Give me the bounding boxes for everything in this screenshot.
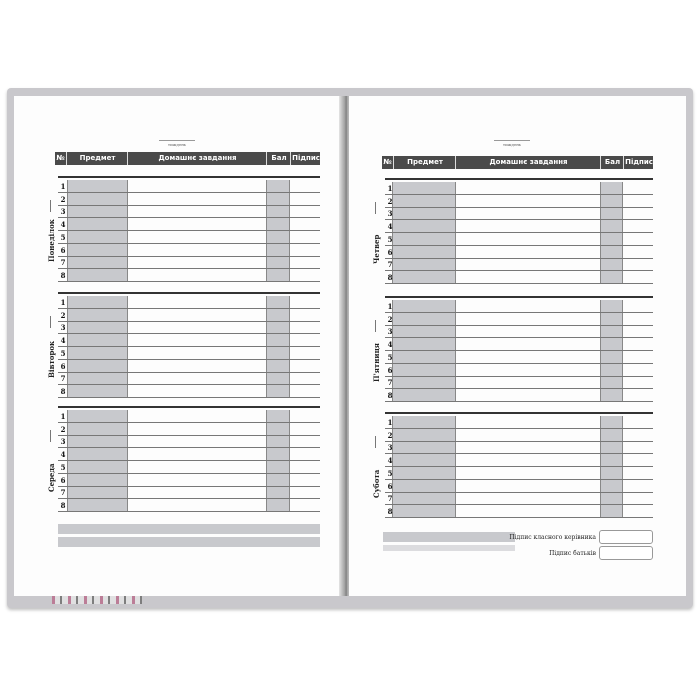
week-label: тиждень <box>159 140 195 147</box>
header-subject: Предмет <box>393 156 456 169</box>
lesson-row[interactable] <box>58 347 320 360</box>
lesson-number: 6 <box>60 245 66 255</box>
lesson-row[interactable] <box>58 334 320 347</box>
lesson-row[interactable] <box>385 389 653 402</box>
lesson-row[interactable] <box>58 486 320 499</box>
lesson-number: 8 <box>60 500 66 510</box>
lesson-row[interactable] <box>58 309 320 322</box>
lesson-number: 8 <box>60 386 66 396</box>
day-block <box>385 178 653 286</box>
lesson-number: 3 <box>60 437 66 447</box>
lesson-row[interactable] <box>385 195 653 208</box>
lesson-number: 3 <box>387 443 393 453</box>
footer-stripe-2 <box>383 545 515 551</box>
lesson-number: 7 <box>387 494 393 504</box>
lesson-row[interactable] <box>385 325 653 338</box>
lesson-number: 1 <box>60 298 66 307</box>
lesson-row[interactable] <box>58 410 320 423</box>
lesson-number: 4 <box>60 336 66 346</box>
lesson-number: 5 <box>60 348 66 358</box>
lesson-row[interactable] <box>385 364 653 377</box>
lesson-number: 4 <box>387 456 393 466</box>
lesson-number: 2 <box>387 196 393 206</box>
lesson-number: 2 <box>60 310 66 320</box>
lesson-row[interactable] <box>58 448 320 461</box>
lesson-number: 6 <box>387 481 393 491</box>
parents-signature-box[interactable] <box>599 546 653 560</box>
lesson-row[interactable] <box>58 423 320 436</box>
lesson-number: 7 <box>387 260 393 270</box>
lesson-row[interactable] <box>58 231 320 244</box>
header-score: Бал <box>600 156 624 169</box>
lesson-row[interactable] <box>385 207 653 220</box>
day-block <box>58 176 320 284</box>
teacher-signature-box[interactable] <box>599 530 653 544</box>
lesson-number: 4 <box>60 220 66 230</box>
day-label: Четвер <box>372 234 381 264</box>
lesson-number: 4 <box>60 450 66 460</box>
lesson-row[interactable] <box>385 258 653 271</box>
lesson-number: 5 <box>60 232 66 242</box>
day-label: П'ятниця <box>372 343 381 382</box>
left-footer <box>58 524 320 554</box>
lesson-number: 3 <box>387 327 393 337</box>
lesson-row[interactable] <box>58 218 320 231</box>
lesson-number: 8 <box>387 390 393 400</box>
left-page <box>14 96 344 596</box>
lesson-row[interactable] <box>58 385 320 398</box>
lesson-number: 8 <box>387 506 393 516</box>
lesson-row[interactable] <box>58 360 320 373</box>
lesson-row[interactable] <box>58 461 320 474</box>
day-block <box>385 296 653 404</box>
lesson-row[interactable] <box>385 182 653 195</box>
lesson-number: 2 <box>387 430 393 440</box>
day-block <box>58 406 320 514</box>
lesson-row[interactable] <box>58 180 320 193</box>
lesson-row[interactable] <box>385 246 653 259</box>
day-label: Понеділок <box>47 219 56 262</box>
lesson-number: 7 <box>60 258 66 268</box>
lesson-row[interactable] <box>58 321 320 334</box>
lesson-number: 3 <box>60 323 66 333</box>
lesson-row[interactable] <box>385 313 653 326</box>
header-signature: Підпис <box>290 152 321 165</box>
lesson-number: 1 <box>387 302 393 311</box>
header-num: № <box>56 154 65 162</box>
footer-stripe <box>383 532 515 542</box>
lesson-row[interactable] <box>58 372 320 385</box>
lesson-number: 6 <box>387 247 393 257</box>
lesson-row[interactable] <box>385 467 653 480</box>
lesson-row[interactable] <box>385 416 653 429</box>
lesson-row[interactable] <box>385 300 653 313</box>
lesson-row[interactable] <box>385 454 653 467</box>
lesson-number: 2 <box>60 194 66 204</box>
lesson-number: 7 <box>60 488 66 498</box>
day-label: Вівторок <box>47 340 56 378</box>
lesson-row[interactable] <box>385 233 653 246</box>
header-subject: Предмет <box>66 152 128 165</box>
lesson-number: 6 <box>60 475 66 485</box>
lesson-number: 3 <box>387 209 393 219</box>
header-homework: Домашнє завдання <box>455 156 601 169</box>
lesson-row[interactable] <box>58 256 320 269</box>
lesson-number: 1 <box>60 412 66 421</box>
lesson-number: 5 <box>60 462 66 472</box>
lesson-row[interactable] <box>58 296 320 309</box>
header-signature: Підпис <box>623 156 654 169</box>
lesson-number: 7 <box>60 374 66 384</box>
lesson-number: 3 <box>60 207 66 217</box>
teacher-signature-label: Підпис класного керівника <box>509 534 596 541</box>
lesson-row[interactable] <box>385 441 653 454</box>
lesson-row[interactable] <box>58 269 320 282</box>
week-label-right: тиждень <box>494 140 530 147</box>
day-block <box>385 412 653 520</box>
table-header <box>55 152 320 165</box>
lesson-number: 5 <box>387 352 393 362</box>
lesson-number: 2 <box>60 424 66 434</box>
day-block <box>58 292 320 400</box>
lesson-number: 8 <box>60 270 66 280</box>
lesson-number: 1 <box>387 418 393 427</box>
lesson-row[interactable] <box>385 271 653 284</box>
header-num: № <box>383 158 392 166</box>
lesson-number: 1 <box>60 182 66 191</box>
right-page <box>349 96 686 596</box>
lesson-number: 7 <box>387 378 393 388</box>
header-score: Бал <box>266 152 291 165</box>
lesson-row[interactable] <box>58 205 320 218</box>
header-homework: Домашнє завдання <box>127 152 267 165</box>
lesson-number: 5 <box>387 234 393 244</box>
lesson-row[interactable] <box>58 244 320 257</box>
lesson-row[interactable] <box>385 351 653 364</box>
lesson-number: 4 <box>387 222 393 232</box>
parents-signature-label: Підпис батьків <box>549 550 596 557</box>
lesson-number: 1 <box>387 184 393 193</box>
lesson-number: 5 <box>387 468 393 478</box>
lesson-row[interactable] <box>58 435 320 448</box>
lesson-row[interactable] <box>58 499 320 512</box>
day-label: Середа <box>47 463 56 492</box>
lesson-number: 6 <box>60 361 66 371</box>
lesson-number: 4 <box>387 340 393 350</box>
lesson-number: 2 <box>387 314 393 324</box>
lesson-row[interactable] <box>385 376 653 389</box>
lesson-row[interactable] <box>58 474 320 487</box>
day-label: Субота <box>372 469 381 498</box>
lesson-number: 8 <box>387 272 393 282</box>
table-header-right <box>382 156 653 169</box>
lesson-row[interactable] <box>385 338 653 351</box>
lesson-row[interactable] <box>385 220 653 233</box>
lesson-row[interactable] <box>385 480 653 493</box>
lesson-row[interactable] <box>385 429 653 442</box>
lesson-row[interactable] <box>385 505 653 518</box>
lesson-row[interactable] <box>58 193 320 206</box>
lesson-row[interactable] <box>385 492 653 505</box>
lesson-number: 6 <box>387 365 393 375</box>
